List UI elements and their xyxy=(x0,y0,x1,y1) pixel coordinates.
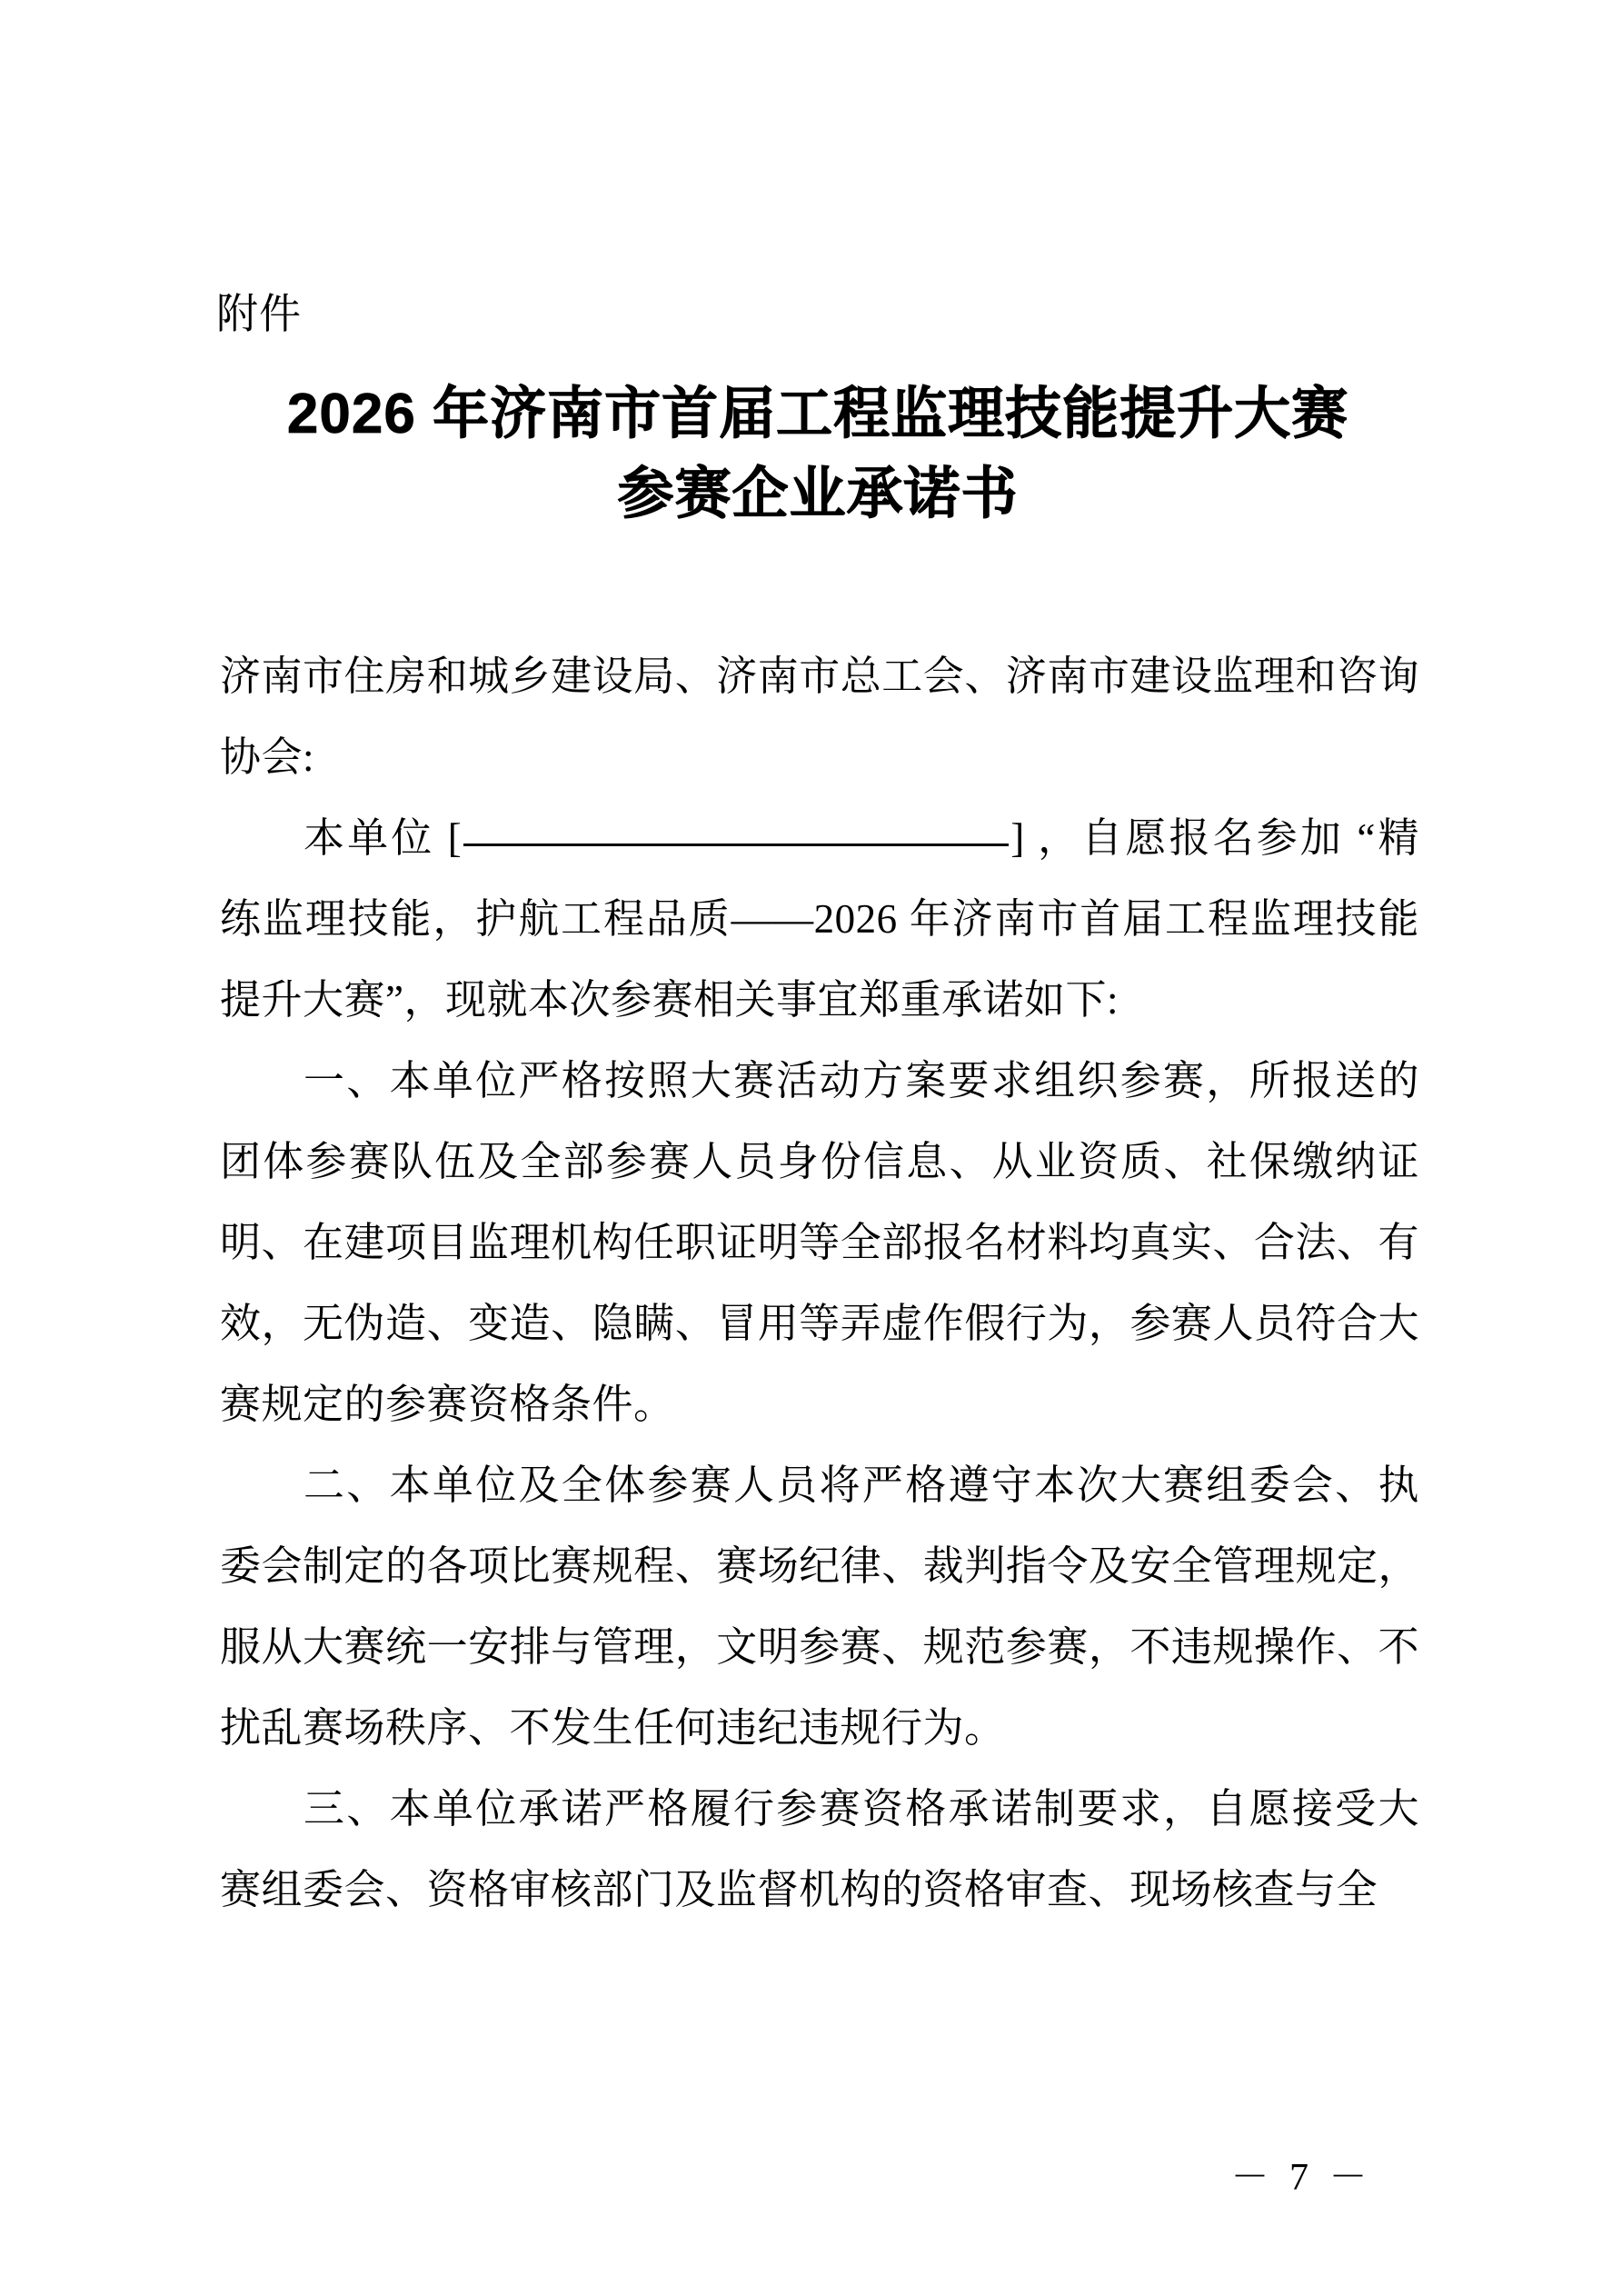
page-title xyxy=(218,377,1418,532)
document-body xyxy=(220,636,1419,1931)
title-line-primary: 2026 年济南市首届工程监理技能提升大赛 xyxy=(286,383,1349,445)
page-number: － 7 － xyxy=(1230,2157,1373,2199)
attachment-label: 附件 xyxy=(216,290,302,337)
clause-item-2: 二、本单位及全体参赛人员将严格遵守本次大赛组委会、执委会制定的各项比赛规程、赛场纪律、裁判指令及安全管理规定，服从大赛统一安排与管理，文明参赛、规范参赛，不违规操作、不扰乱赛场秩序、不发生任何违纪违规行为。 xyxy=(220,1462,1419,1751)
company-name-blank[interactable] xyxy=(463,843,1009,846)
clause-item-3: 三、本单位承诺严格履行参赛资格承诺制要求，自愿接受大赛组委会、资格审核部门及监督机构的资格审查、现场核查与全 xyxy=(220,1786,1419,1912)
intro-suffix-text: ] ，自愿报名参加 “精练监理技能，护航工程品质——2026 年济南市首届工程监理技能提升大赛”，现就本次参赛相关事宜郑重承诺如下: xyxy=(220,815,1419,1023)
addressee-line: 济南市住房和城乡建设局、济南市总工会、济南市建设监理和咨询协会: xyxy=(220,654,1419,780)
intro-paragraph xyxy=(220,798,1419,1041)
title-line-secondary: 参赛企业承诺书 xyxy=(617,462,1019,525)
clause-item-1: 一、本单位严格按照大赛活动方案要求组织参赛，所报送的团体参赛队伍及全部参赛人员身份信息、从业资质、社保缴纳证明、在建项目监理机构任职证明等全部报名材料均真实、合法、有效，无伪造、变造、隐瞒、冒用等弄虚作假行为，参赛人员符合大赛规定的参赛资格条件。 xyxy=(220,1058,1419,1427)
intro-prefix-text: 本单位 [ xyxy=(304,815,463,861)
